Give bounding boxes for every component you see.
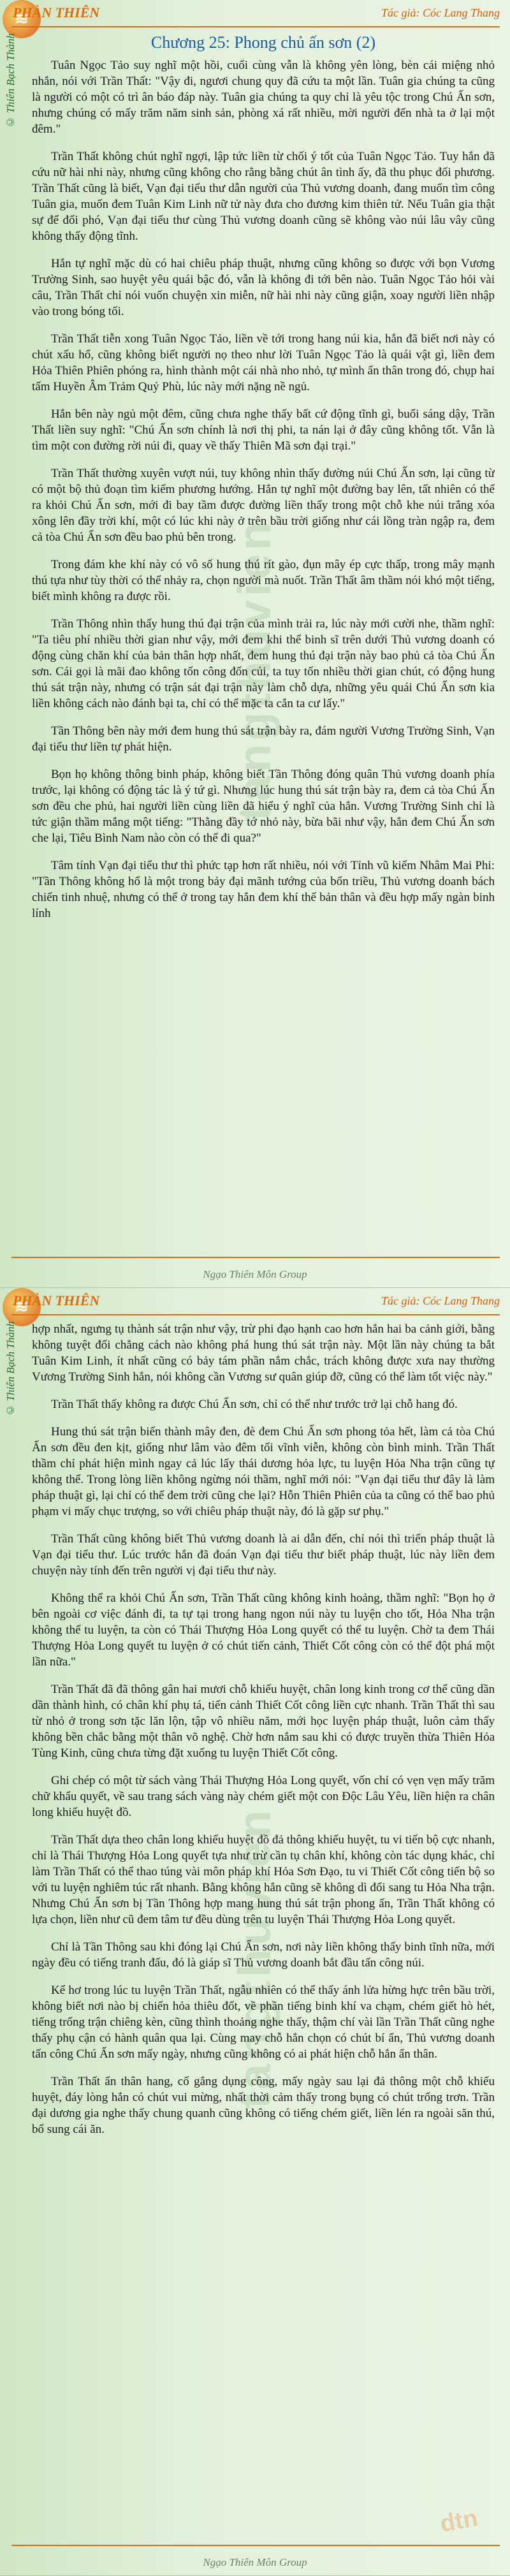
author-label: Tác giả: Cóc Lang Thang [381, 6, 500, 19]
watermark-stamp: dtn [438, 2504, 480, 2538]
paragraph: Trần Thất tiễn xong Tuân Ngọc Tảo, liền về tới trong hang núi kia, hắn đã biết nơi này có chút xấu hổ, cũng không biết người nọ theo như lời Tuân Ngọc Tảo là quái vật gì, liền đem Hỏa Thiên Phiên phóng ra, hình thành một cái nhà nho nhỏ, tự mình ẩn thân trong đó, chụp hai tấm Huyền Âm Trảm Quỷ Phù, lúc này mới nặng nề ngủ. [32, 332, 495, 393]
paragraph: Trần Thất ẩn thân hang, cố gắng dụng công, mấy ngày sau lại đả thông một chỗ khiếu huyệt, đáy lòng hắn có chút vui mừng, nhất thời cảm thấy trong bụng có chút trống trơn. Trần đại dương gia nghe thấy chung quanh cũng không có tiếng chém giết, liền lén ra ngoài săn thú, bổ sung cái ăn. [32, 2075, 495, 2136]
page-2 [0, 1288, 510, 2576]
paragraph: Hắn bên này ngủ một đêm, cũng chưa nghe thấy bất cứ động tĩnh gì, buổi sáng dậy, Trần Thất liền suy nghĩ: "Chú Ấn sơn chính là nơi thị phi, ta nán lại ở đây cũng không tốt. Vẫn là tìm một con đường rời núi đi, quay về thấy Thiên Mã sơn đại trại." [32, 407, 495, 453]
paragraph: Kể hơ trong lúc tu luyện Trần Thất, ngẫu nhiên có thể thấy ánh lửa hừng hực trên bầu trời, không biết nơi nào bị chiến hỏa thiêu đốt, về phần tiếng binh khí va chạm, chém giết hò hét, tiếng trống trận chiêng kèn, cũng thình thoảng nghe thấy, thậm chí vài lần Trần Thất cũng nghe thấy phụ cận có hành quân qua lại. Cùng may chỗ hắn chọn có chút bí ẩn, Thủ vương doanh tấn công Chú Ấn sơn mấy ngày, nhưng cũng không có ai phát hiện chỗ hắn ẩn thân. [32, 1984, 495, 2061]
page-2-content [32, 1321, 495, 2537]
paragraph: Hung thú sát trận biến thành mây đen, đè đem Chú Ấn sơn phong tỏa hết, làm cả tòa Chú Ấn sơn đều đen kịt, giống như lâm vào đêm tối vĩnh viễn, không còn bình minh. Trần Thất thầm chỉ phát hiện mình ngay cả lúc lấy thái dương hỏa lực, tu luyện Hỏa Nha trận cũng tự không thể. Trong lòng liền không ngừng nói thầm, nghĩ mới nói: "Vạn đại tiểu thư đây là làm pháp thuật gì, lại chỉ có thể đem trời cũng che lại? Hỗn Thiên Phiên của ta cũng có thể bao phủ phạm vi mấy chục trượng, so với chiêu pháp thuật này, đó là gặp sư phụ." [32, 1425, 495, 1518]
paragraph: Tâm tính Vạn đại tiểu thư thì phức tạp hơn rất nhiều, nói với Tỉnh vũ kiếm Nhâm Mai Phi: "Tần Thông không hổ là một trong bảy đại mãnh tướng của bốn triều, Thủ vương doanh bách chiến tinh nhuệ, nhưng có thể ở trong tay hắn đem khí thế bản thân và đều hợp mấy ngàn binh lính [32, 859, 495, 920]
story-title: PHÀN THIÊN [13, 4, 100, 20]
author-label: Tác giả: Cóc Lang Thang [381, 1294, 500, 1307]
watermark: tangthuvien [229, 1806, 280, 2109]
side-label: © Thiên Bạch Thành [4, 33, 17, 128]
watermark: tangthuvien [229, 518, 280, 821]
paragraph: Trần Thông nhìn thấy hung thú đại trận của mình trải ra, lúc này mới cười nhe, thầm nghĩ: "Ta tiêu phí nhiều thời gian như vậy, mới đem khi thể binh sĩ trên dưới Thủ vương doanh có động cùng chăn khí của bản thân hợp nhất, đem hung thú đại trận này bao phủ cả tòa Chú Ấn sơn. Cái gọi là mãi đao không tốn công đốn củi, ta tuy tốn nhiều thời gian chút, có động hung thú sát trận này, nhưng có trận sát đại trận này làm chỗ dựa, những yêu quái Chú Ấn sơn kia liền không cách nào đánh bại ta, chỉ có thể mặc ta cắn ta cư lấy." [32, 617, 495, 710]
story-title: PHÀN THIÊN [13, 1292, 100, 1308]
paragraph: Ghi chép có một từ sách vàng Thái Thượng Hỏa Long quyết, vốn chỉ có vẹn vẹn mấy trăm chữ khẩu quyết, về sau trang sách vàng này chém giết một con Độc Lâu Yêu, liền hiện ra chân long khiếu huyệt đồ. [32, 1774, 495, 1819]
side-label: © Thiên Bạch Thành [4, 1321, 17, 1416]
paragraph: hợp nhất, ngưng tụ thành sát trận như vậy, trừ phi đạo hạnh cao hơn hắn hai ba cảnh giới, bằng không tuyệt đối chẳng cách nào không phá hung thú sát trận này. Một lần này chúng ta bắt Tuân Kim Linh, ít nhất cũng có bảy tám phần nắm chắc, trách không được xưa nay thường Vương Trường Sinh hắn, nói không cần Vương sư quân giúp đỡ, cũng có thể làm tốt việc này." [32, 1322, 495, 1384]
chapter-title: Chương 25: Phong chủ ấn sơn (2) [150, 33, 376, 52]
paragraph: Trần Thất không chút nghĩ ngợi, lập tức liền từ chối ý tốt của Tuân Ngọc Tảo. Tuy hắn đã cứu nữ hài nhi này, nhưng cũng không cho rằng bằng chút ân tình ấy, đã thu phục đối phương. Trần Thất cũng là biết, Vạn đại tiểu thư dẫn người của Thủ vương doanh, đang muốn tìm công Tuân gia, muốn đem Tuân Kim Linh nữ tử này đưa cho đương kim thiên tử. Nếu Tuân gia thật sự để đối phó, Vạn đại tiểu thư cùng Thủ vương doanh cũng sẽ không vào núi lâu vây cũng không thấy động tĩnh. [32, 150, 495, 243]
paragraph: Trần Thất cũng không biết Thủ vương doanh là ai dẫn đến, chỉ nói thì triển pháp thuật là Vạn đại tiểu thư. Lúc trước hắn đã đoán Vạn đại tiểu thư biết pháp thuật, lúc này liền đem chuyện này tính đến trên người vị đại tiểu thư này. [32, 1532, 495, 1577]
header-divider [11, 26, 500, 27]
paragraph: Hắn tự nghĩ mặc dù có hai chiêu pháp thuật, nhưng cũng không so được với bọn Vương Trường Sinh, sao huyệt yêu quái bậc đó, vẫn là không đi tới bên nào. Tuân Ngọc Tảo hỏi vài câu, Trần Thất chỉ nói vuốn chuyện xin miễn, nữ hài nhi này cũng giận, xoay người liền nhập vào trong bóng tối. [32, 257, 495, 318]
paragraph: Trần Thất dựa theo chân long khiếu huyệt đồ đả thông khiếu huyệt, tu vi tiến bộ cực nhanh, chỉ là Thái Thượng Hỏa Long quyết tựa như trừ cần tụ chân khí, không còn tác dụng khác, chỉ làm Trần Thất có thể thao túng vài môn pháp khí Hỏa Sơn Đạo, tu vi Thiết Cốt công tiến bộ so với tu luyện nghiêm túc rất nhanh. Bằng không hắn cũng sẽ không dì đổi sang tu Hỏa Nha trận. Nhưng Chú Ấn sơn bị Tần Thông hợp mang hung thú sát trận phong ấn, Trần Thất không có lựa chọn, liền như cũ đem tâm tư đều dùng trên tu luyện Thái Thượng Hỏa Long quyết. [32, 1833, 495, 1926]
paragraph: Trong đám khe khí này có vô số hung thú rít gào, đụn mây ép cực thấp, trong mây mạnh thú tựa như tùy thời có thể nhảy ra, chọn người mà nuốt. Trần Thất âm thầm nói khó một tiếng, biết mình không ra được rồi. [32, 558, 495, 603]
page-footer: Ngạo Thiên Môn Group [203, 2556, 307, 2568]
footer-divider [11, 1257, 500, 1258]
page-footer: Ngạo Thiên Môn Group [203, 1268, 307, 1280]
paragraph: Bọn họ không thông binh pháp, không biết Tần Thông đóng quân Thủ vương doanh phía trước, lại không có động tác là ý tứ gì. Nhưng lúc hung thú sát trận bày ra, đem cả tòa Chú Ấn sơn đều che phủ, hai người liền cùng liền đã hiểu ý nghĩ của hắn. Vương Trường Sinh chỉ là tức giận thầm mắng một tiếng: "Thằng đầy tớ nhỏ này, bừa bãi như vậy, hắn đem Chú Ấn sơn che lại, Tiêu Bình Nam nào còn có thể đi qua?" [32, 768, 495, 845]
paragraph: Tuân Ngọc Tảo suy nghĩ một hồi, cuối cùng vẫn là không yên lòng, bèn cái miệng nhỏ nhắn, nói với Trần Thất: "Vậy đi, ngươi chung quy đã cứu ta một lần. Tuân gia chúng ta cũng là người có một có trì ân báo đáp này. Tuân gia chúng ta quy chỉ là yêu tộc trong Chú Ấn sơn, nhưng chúng có mấy trăm năm sinh sản, phòng xá rất nhiều, mời người đến nhà ta ở lại một đêm." [32, 59, 495, 136]
paragraph: Trần Thất đã đã thông gân hai mươi chỗ khiếu huyệt, chân long kinh trong cơ thể cũng dần dần thành hình, có chân khí phụ tá, tiến cảnh Thiết Cốt công liền cực nhanh. Trần Thất thì sau từ nhỏ ở trong sơn tặc lăn lộn, tập vô nhiều năm, mới học luyện pháp thuật, luôn cảm thấy không bền chắc bằng một thân võ nghệ. Chờ hơn nắm sau khi có được truyền thừa Thiên Hỏa Tùng Kinh, cũng chưa từng đặt xuống tu luyện Thiết Cốt công. [32, 1683, 495, 1760]
paragraph: Chỉ là Tần Thông sau khi đóng lại Chú Ấn sơn, nơi này liền không thấy binh tĩnh nữa, mới ngày đều có tiếng tranh đấu, đó là giáp sĩ Thủ vương doanh bắt đầu tấn công núi. [32, 1940, 495, 1970]
paragraph: Trần Thất thường xuyên vượt núi, tuy không nhìn thấy đường núi Chú Ấn sơn, lại cũng từ có một bộ thủ đoạn tìm kiếm phương hướng. Hắn tự nghĩ một đường bay lên, tất nhiên có thể ra khỏi Chú Ấn sơn, mới đi bay tầm được đường liền thấy trong một chỗ khe núi trắng xóa xông lên đầy trời khí, một có lúc khi này ở trên bầu trời giống như cái lồng tràn ngập ra, đem cả tòa Chú Ấn sơn đều bao phủ bên trong. [32, 467, 495, 544]
page-header [0, 1288, 510, 1314]
footer-divider [11, 2545, 500, 2546]
paragraph: Tần Thông bên này mới đem hung thú sát trận bày ra, đám người Vương Trường Sinh, Vạn đại tiểu thư liền tự phát hiện. [32, 724, 495, 754]
page-1-content [32, 33, 495, 1249]
paragraph: Trần Thất thấy không ra được Chú Ấn sơn, chỉ có thể như trước trở lại chỗ hang đó. [51, 1398, 458, 1411]
header-divider [11, 1314, 500, 1315]
paragraph: Không thể ra khỏi Chú Ấn sơn, Trần Thất cũng không kinh hoảng, thầm nghĩ: "Bọn họ ở bên ngoài cơ việc đánh đi, ta tự tại trong hang ngon núi này tu luyện cho tốt, Hỏa Nha trận không thể tu luyện, ta còn có Thái Thượng Hỏa Long quyết có thể tu luyện. Chờ ta đem Thái Thượng Hỏa Long quyết tu luyện ở có chút tiến cảnh, Thiết Cốt công còn có thể đột phá một lần nữa." [32, 1592, 495, 1669]
page-header [0, 0, 510, 26]
